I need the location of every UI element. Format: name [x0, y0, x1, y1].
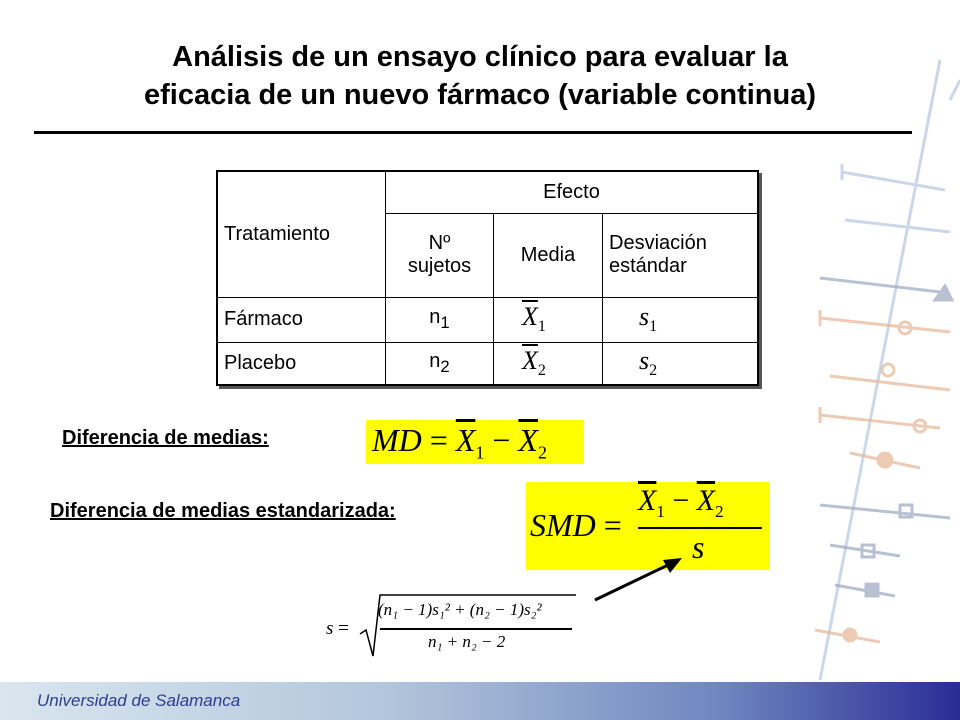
- smd-lhs: SMD =: [530, 507, 622, 543]
- title-line-2: eficacia de un nuevo fármaco (variable continua): [143, 79, 817, 111]
- md-formula: MD = $\overline{X}_1 - \overline{X}_2$: [372, 422, 547, 463]
- mean-cell: $\overline{X}_1$: [494, 297, 603, 342]
- md-label: Diferencia de medias:: [62, 427, 269, 449]
- table-row: [217, 342, 758, 385]
- n-cell: $n_2$: [386, 342, 494, 385]
- forest-plot-decoration: [800, 60, 960, 680]
- row-label: Placebo: [217, 342, 386, 385]
- slide-title: [40, 38, 920, 114]
- table-row: [217, 297, 758, 342]
- title-line-1: Análisis de un ensayo clínico para evaluar la: [172, 41, 788, 73]
- s-formula-lhs: s =: [326, 618, 349, 639]
- s-formula-bar: [380, 628, 572, 630]
- s-formula-numerator: (n₁ − 1)s₁² + (n₂ − 1)s₂²: [378, 600, 542, 619]
- trial-table: [216, 170, 759, 386]
- footer-university: Universidad de Salamanca: [37, 691, 241, 710]
- smd-label: Diferencia de medias estandarizada:: [50, 500, 396, 522]
- md-formula-box: [366, 420, 584, 464]
- pointer-arrow: [590, 555, 690, 605]
- header-sd: Desviación estándar: [603, 213, 759, 297]
- n-cell: $n_1$: [386, 297, 494, 342]
- header-treatment: Tratamiento: [217, 171, 386, 297]
- sd-cell: $s_2$: [603, 342, 759, 385]
- header-effect: Efecto: [386, 171, 759, 213]
- sd-cell: $s_1$: [603, 297, 759, 342]
- smd-numerator: $\overline{X}_1 - \overline{X}_2$: [638, 484, 724, 521]
- header-mean: Media: [494, 213, 603, 297]
- s-formula-denominator: n₁ + n₂ − 2: [428, 632, 506, 651]
- row-label: Fármaco: [217, 297, 386, 342]
- smd-denominator: s: [692, 529, 705, 565]
- title-divider: [34, 131, 912, 134]
- mean-cell: $\overline{X}_2$: [494, 342, 603, 385]
- footer-bar: [0, 682, 960, 720]
- header-n: Nº sujetos: [386, 213, 494, 297]
